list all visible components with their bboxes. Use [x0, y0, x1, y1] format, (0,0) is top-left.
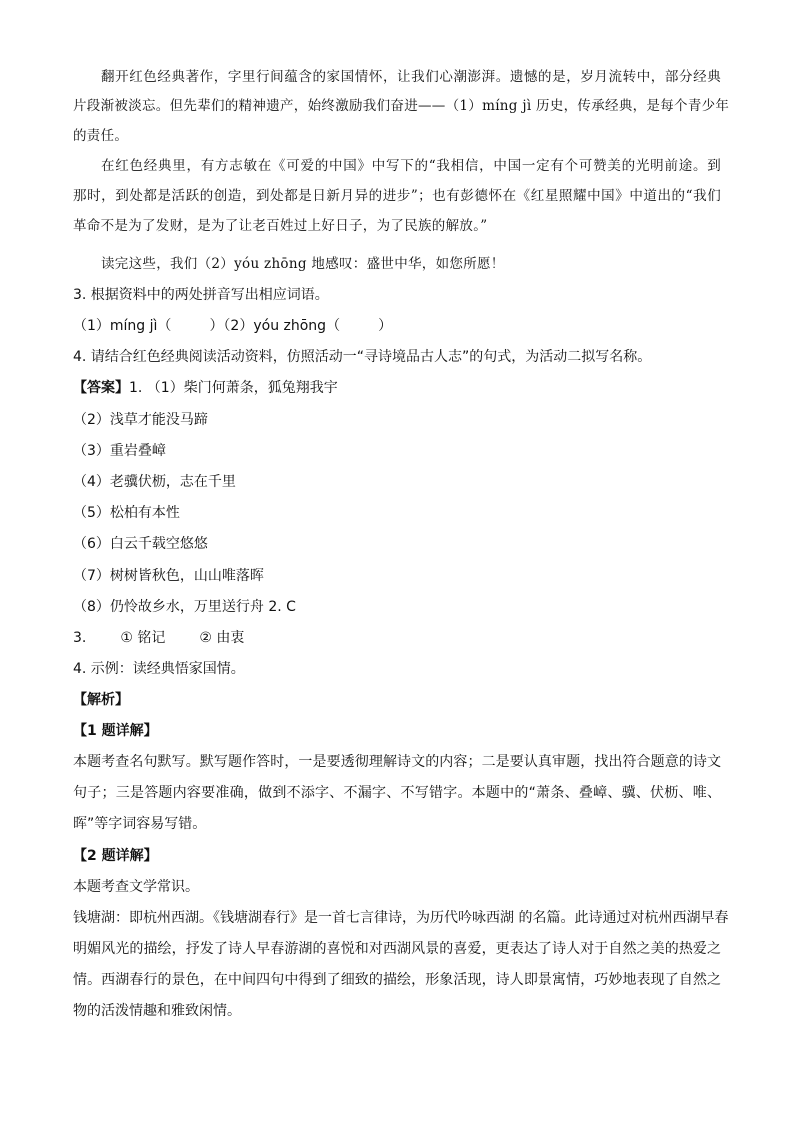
analysis-line: 明媚风光的描绘，抒发了诗人早春游湖的喜悦和对西湖风景的喜爱，更表达了诗人对于自然之美的热爱之: [73, 941, 721, 957]
answer-item: （2）浅草才能没马蹄: [73, 412, 208, 428]
analysis-line: 钱塘湖：即杭州西湖。《钱塘湖春行》是一首七言律诗，为历代吟咏西湖 的名篇。此诗通过对杭州西湖早春: [73, 910, 729, 926]
analysis-line: 物的活泼情趣和雅致闲情。: [73, 1003, 241, 1019]
answer-q4: 4. 示例：读经典悟家国情。: [73, 661, 245, 677]
passage-line: 翻开红色经典著作，字里行间蕴含的家国情怀，让我们心潮澎湃。遗憾的是，岁月流转中，部分经典: [101, 69, 721, 85]
passage-line: 的责任。: [73, 128, 129, 144]
passage-line: 读完这些，我们（2）yóu zhōng 地感叹：盛世中华，如您所愿！: [101, 256, 505, 272]
pinyin-blank-2-label: ）（2）yóu zhōng（: [209, 318, 341, 334]
detail-1-label: 【1 题详解】: [73, 723, 158, 739]
answer-label: 【答案】: [73, 380, 129, 396]
analysis-line: 晖”等字词容易写错。: [73, 816, 207, 832]
answer-item: （3）重岩叠嶂: [73, 443, 166, 459]
analysis-line: 本题考查文学常识。: [73, 879, 199, 895]
question-3-blanks: [73, 316, 392, 336]
answer-item: 1. （1）柴门何萧条，狐兔翔我宇: [129, 380, 338, 396]
blank-close: ）: [378, 318, 393, 334]
answer-q3-b: ② 由衷: [199, 630, 245, 646]
passage-line: 革命不是为了发财，是为了让老百姓过上好日子，为了民族的解放。”: [73, 218, 488, 234]
answer-item: （7）树树皆秋色，山山唯落晖: [73, 568, 264, 584]
answer-item: （6）白云千载空悠悠: [73, 536, 208, 552]
analysis-line: 情。西湖春行的景色，在中间四句中得到了细致的描绘，形象活现，诗人即景寓情，巧妙地表现了自然之: [73, 972, 721, 988]
passage-line: 片段渐被淡忘。但先辈们的精神遗产，始终激励我们奋进——（1）míng jì 历史，传承经典，是每个青少年: [73, 98, 730, 114]
passage-line: 那时，到处都是活跃的创造，到处都是日新月异的进步”；也有彭德怀在《红星照耀中国》中道出的“我们: [73, 188, 721, 204]
analysis-label: 【解析】: [73, 692, 129, 708]
pinyin-blank-1-label: （1）míng jì（: [73, 318, 172, 334]
answer-q3-number: 3.: [73, 630, 87, 646]
answer-item: （5）松柏有本性: [73, 505, 180, 521]
answer-q3-a: ① 铭记: [120, 630, 166, 646]
question-3: 3. 根据资料中的两处拼音写出相应词语。: [73, 287, 329, 303]
answer-item: （8）仍怜故乡水，万里送行舟 2. C: [73, 599, 296, 615]
passage-line: 在红色经典里，有方志敏在《可爱的中国》中写下的“我相信，中国一定有个可赞美的光明前途。到: [101, 158, 721, 174]
detail-2-label: 【2 题详解】: [73, 848, 158, 864]
answer-first-line: [73, 378, 338, 398]
analysis-line: 本题考查名句默写。默写题作答时，一是要透彻理解诗文的内容；二是要认真审题，找出符合题意的诗文: [73, 754, 721, 770]
answer-item: （4）老骥伏枥，志在千里: [73, 474, 236, 490]
question-4: 4. 请结合红色经典阅读活动资料，仿照活动一“寻诗境品古人志”的句式，为活动二拟写名称。: [73, 349, 652, 365]
answer-q3: [73, 628, 244, 648]
analysis-line: 句子；三是答题内容要准确，做到不添字、不漏字、不写错字。本题中的“萧条、叠嶂、骥、伏枥、唯、: [73, 785, 721, 801]
